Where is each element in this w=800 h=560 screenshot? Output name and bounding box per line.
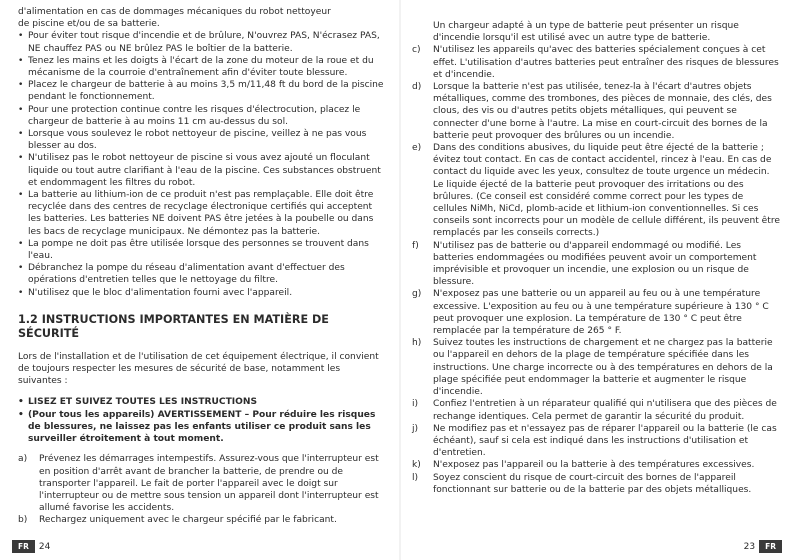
spacer (18, 387, 386, 396)
item-continuation: Un chargeur adapté à un type de batterie peut présenter un risque d'incendie lorsqu'il est utilisé avec un autre type de batterie. (433, 21, 739, 44)
bold-bullet: • (Pour tous les appareils) AVERTISSEMENT – Pour réduire les risques de blessures, ne laissez pas les enfants utiliser ce produit sans les surveiller étroitement à tout moment. (18, 409, 386, 446)
safety-bullet: • Pour éviter tout risque d'incendie et de brûlure, N'ouvrez PAS, N'écrasez PAS, NE chauffez PAS ou NE brûlez PAS le boîtier de la batterie. (18, 30, 386, 54)
safety-bullet: • Lorsque vous soulevez le robot nettoyeur de piscine, veillez à ne pas vous blesser au dos. (18, 128, 386, 152)
safety-bullet: • Débranchez la pompe du réseau d'alimentation avant d'effectuer des opérations d'entretien telles que le nettoyage du filtre. (18, 262, 386, 286)
item-label: l) (412, 472, 419, 483)
section-heading: 1.2 INSTRUCTIONS IMPORTANTES EN MATIÈRE DE SÉCURITÉ (18, 312, 329, 340)
item-text: N'utilisez pas de batterie ou d'appareil endommagé ou modifié. Les batteries endommagées ou modifiées peuvent avoir un comportement imprévisible et provoquer un incendie, une explosion ou un risque de blessure. (433, 240, 757, 288)
item-label: e) (412, 143, 422, 154)
lettered-item (412, 288, 780, 337)
language-badge: FR (12, 540, 35, 553)
intro-line: d'alimentation en cas de dommages mécaniques du robot nettoyeur (18, 7, 331, 17)
safety-bullet: • La pompe ne doit pas être utilisée lorsque des personnes se trouvent dans l'eau. (18, 238, 386, 262)
item-label: c) (412, 45, 421, 56)
lettered-item (412, 81, 780, 142)
item-label: i) (412, 399, 419, 410)
item-text: N'exposez pas une batterie ou un appareil au feu ou à une température excessive. L'exposition au feu ou à une température supérieure à 130 ° C peut provoquer une explosion. La température de 130 ° C peut être remplacée par la température de 265 ° F. (433, 289, 769, 337)
lettered-item (412, 423, 780, 460)
lettered-item (412, 44, 780, 81)
intro-line: de piscine et/ou de sa batterie. (18, 19, 160, 30)
lettered-item (18, 453, 386, 514)
item-label: a) (18, 454, 28, 465)
lettered-item (412, 240, 780, 289)
safety-bullet: • Pour une protection continue contre les risques d'électrocution, placez le chargeur de batterie à au moins 11 cm au-dessus du sol. (18, 104, 386, 128)
lettered-item (412, 337, 780, 398)
item-text: Rechargez uniquement avec le chargeur spécifié par le fabricant. (39, 515, 337, 526)
item-text: Dans des conditions abusives, du liquide peut être éjecté de la batterie ; évitez tout contact. En cas de contact accidentel, rincez à l'eau. En cas de contact du liquide avec les yeux, consultez de toute urgence un médecin. Le liquide éjecté de la batterie peut provoquer des irritations ou des brûlures. (Ce conseil est considéré comme correct pour les types de cellules NiMh, NiCd, plomb-acide et lithium-ion conventionnelles. Si ces conseils sont incorrects pour un modèle de cellule différent, ils peuvent être remplacés par les conseils corrects.) (433, 143, 780, 239)
item-label: k) (412, 460, 421, 471)
item-text: Lorsque la batterie n'est pas utilisée, tenez-la à l'écart d'autres objets métalliques, comme des trombones, des pièces de monnaie, des clés, des clous, des vis ou d'autres petits objets métalliques, qui peuvent se connecter d'une borne à l'autre. La mise en court-circuit des bornes de la batterie peut provoquer des brûlures ou un incendie. (433, 82, 772, 141)
page-number: 23 (743, 541, 756, 552)
lettered-item (412, 398, 780, 422)
spacer (18, 445, 386, 453)
item-text: N'utilisez les appareils qu'avec des batteries spécialement conçues à cet effet. L'utilisation d'autres batteries peut entraîner des risques de blessures et d'incendie. (433, 45, 779, 80)
safety-bullet: • La batterie au lithium-ion de ce produit n'est pas remplaçable. Elle doit être recyclée dans des centres de recyclage électronique certifiés qui acceptent les batteries. Les batteries NE doivent PAS être jetées à la poubelle ou dans les bacs de recyclage municipaux. Ne démontez pas la batterie. (18, 189, 386, 238)
safety-bullet: • Placez le chargeur de batterie à au moins 3,5 m/11,48 ft du bord de la piscine pendant le fonctionnement. (18, 79, 386, 103)
item-text: N'exposez pas l'appareil ou la batterie à des températures excessives. (433, 460, 755, 471)
language-badge: FR (759, 540, 782, 553)
lettered-item (412, 472, 780, 496)
item-text: Confiez l'entretien à un réparateur qualifié qui n'utilisera que des pièces de rechange identiques. Cela permet de garantir la sécurité du produit. (433, 399, 777, 422)
item-text: Prévenez les démarrages intempestifs. Assurez-vous que l'interrupteur est en position d'arrêt avant de brancher la batterie, de prendre ou de transporter l'appareil. Le fait de porter l'appareil avec le doigt sur l'interrupteur ou de mettre sous tension un appareil dont l'interrupteur est allumé favorise les accidents. (39, 454, 379, 514)
item-label: j) (412, 423, 419, 434)
right-page-footer (12, 540, 54, 553)
bold-bullet: • LISEZ ET SUIVEZ TOUTES LES INSTRUCTIONS (18, 396, 386, 408)
item-text: Ne modifiez pas et n'essayez pas de réparer l'appareil ou la batterie (le cas échéant), sauf si cela est indiqué dans les instructions d'utilisation et d'entretien. (433, 423, 777, 459)
item-label: h) (412, 338, 422, 349)
item-text: Soyez conscient du risque de court-circuit des bornes de l'appareil fonctionnant sur batterie ou de la batterie par des objets métalliques. (433, 472, 752, 495)
safety-bullet: • Tenez les mains et les doigts à l'écart de la zone du moteur de la roue et du mécanisme de la courroie d'entraînement afin d'éviter toute blessure. (18, 55, 386, 79)
item-label: g) (412, 289, 422, 300)
item-text: Suivez toutes les instructions de chargement et ne chargez pas la batterie ou l'appareil en dehors de la plage de température spécifiée dans les instructions. Une charge incorrecte ou à des températures en dehors de la plage spécifiée peut endommager la batterie et augmenter le risque d'incendie. (433, 338, 773, 398)
item-label: d) (412, 82, 422, 93)
safety-bullet: • N'utilisez pas le robot nettoyeur de piscine si vous avez ajouté un floculant liquide ou tout autre clarifiant à l'eau de la piscine. Ces substances obstruent et endommagent les filtres du robot. (18, 152, 386, 189)
section-intro: Lors de l'installation et de l'utilisation de cet équipement électrique, il convient de toujours respecter les mesures de sécurité de base, notamment les suivantes : (18, 351, 379, 387)
lettered-item (412, 142, 780, 240)
right-page (400, 0, 800, 560)
lettered-item (18, 514, 386, 526)
item-label: f) (412, 240, 419, 251)
lettered-item (412, 459, 780, 471)
safety-bullet: • N'utilisez que le bloc d'alimentation fourni avec l'appareil. (18, 287, 386, 299)
page-number: 24 (38, 541, 51, 552)
item-label: b) (18, 515, 28, 526)
